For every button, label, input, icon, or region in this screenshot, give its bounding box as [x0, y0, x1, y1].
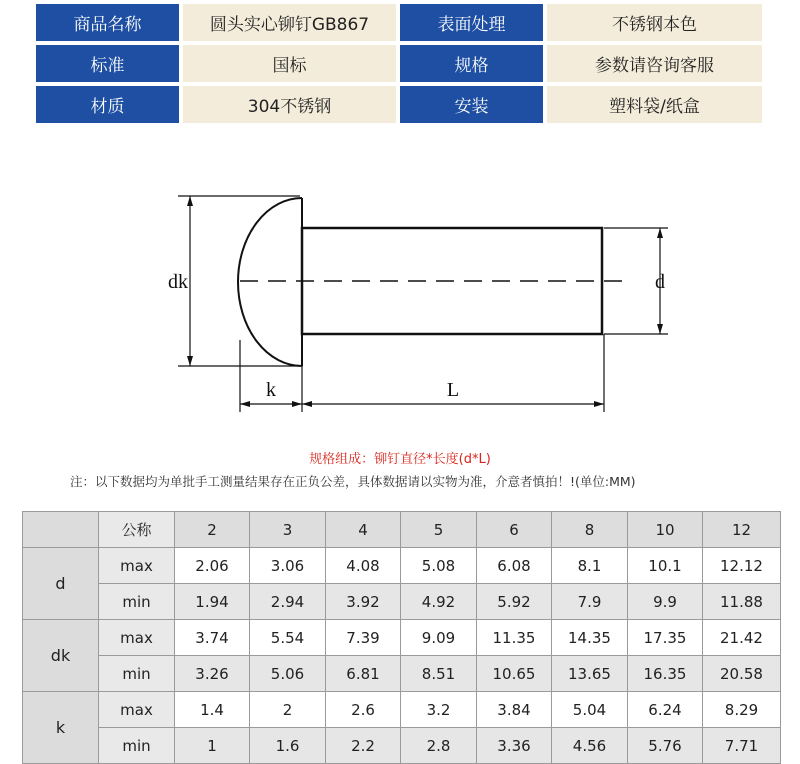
table-cell: 3.92: [326, 584, 401, 620]
size-header: 10: [628, 512, 703, 548]
table-row: [23, 728, 781, 764]
table-cell: 10.65: [477, 656, 552, 692]
size-header: 3: [250, 512, 326, 548]
attribute-value: 不锈钢本色: [547, 4, 762, 41]
table-cell: 4.92: [401, 584, 477, 620]
table-cell: 5.54: [250, 620, 326, 656]
attribute-label: 安装: [400, 86, 543, 123]
table-cell: 5.08: [401, 548, 477, 584]
table-cell: 7.71: [703, 728, 781, 764]
row-label: min: [99, 656, 175, 692]
attribute-label: 材质: [36, 86, 179, 123]
table-cell: 2.2: [326, 728, 401, 764]
table-cell: 5.04: [552, 692, 628, 728]
attribute-label: 商品名称: [36, 4, 179, 41]
size-header: 5: [401, 512, 477, 548]
table-cell: 8.29: [703, 692, 781, 728]
table-cell: 8.1: [552, 548, 628, 584]
size-header: 2: [175, 512, 250, 548]
table-cell: 3.06: [250, 548, 326, 584]
row-label: min: [99, 728, 175, 764]
table-cell: 9.9: [628, 584, 703, 620]
table-cell: 5.06: [250, 656, 326, 692]
header-label: 公称: [99, 512, 175, 548]
table-cell: 7.9: [552, 584, 628, 620]
table-cell: 2.06: [175, 548, 250, 584]
table-cell: 3.2: [401, 692, 477, 728]
table-cell: 6.08: [477, 548, 552, 584]
table-cell: 3.84: [477, 692, 552, 728]
table-cell: 5.76: [628, 728, 703, 764]
table-cell: 11.35: [477, 620, 552, 656]
attribute-value: 圆头实心铆钉GB867: [183, 4, 396, 41]
table-cell: 1.6: [250, 728, 326, 764]
k-dimension-label: k: [266, 379, 276, 401]
table-cell: 21.42: [703, 620, 781, 656]
attribute-value: 塑料袋/纸盒: [547, 86, 762, 123]
table-cell: 1.4: [175, 692, 250, 728]
attribute-row: [36, 86, 763, 123]
table-row: [23, 692, 781, 728]
table-cell: 2.94: [250, 584, 326, 620]
table-cell: 13.65: [552, 656, 628, 692]
row-label: max: [99, 692, 175, 728]
table-cell: 9.09: [401, 620, 477, 656]
table-cell: 3.36: [477, 728, 552, 764]
group-label-dk: dk: [23, 620, 99, 692]
rivet-technical-drawing: [0, 160, 800, 430]
size-header: 12: [703, 512, 781, 548]
table-cell: 14.35: [552, 620, 628, 656]
attribute-value: 304不锈钢: [183, 86, 396, 123]
attribute-label: 标准: [36, 45, 179, 82]
table-row: [23, 584, 781, 620]
table-cell: 1: [175, 728, 250, 764]
dimension-table: [22, 511, 781, 764]
table-cell: 1.94: [175, 584, 250, 620]
rivet-head-outline: [238, 198, 302, 366]
size-header: 4: [326, 512, 401, 548]
size-header: 8: [552, 512, 628, 548]
L-dimension-label: L: [446, 379, 460, 401]
table-cell: 4.56: [552, 728, 628, 764]
table-cell: 10.1: [628, 548, 703, 584]
table-cell: 20.58: [703, 656, 781, 692]
group-label-d: d: [23, 548, 99, 620]
table-cell: 8.51: [401, 656, 477, 692]
table-cell: 17.35: [628, 620, 703, 656]
table-cell: 2.6: [326, 692, 401, 728]
attribute-label: 规格: [400, 45, 543, 82]
attribute-value: 参数请咨询客服: [547, 45, 762, 82]
table-cell: 6.24: [628, 692, 703, 728]
table-cell: 16.35: [628, 656, 703, 692]
attribute-row: [36, 4, 763, 41]
d-dimension-label: d: [655, 271, 665, 293]
table-cell: 11.88: [703, 584, 781, 620]
corner-cell: [23, 512, 99, 548]
table-cell: 2.8: [401, 728, 477, 764]
table-cell: 3.74: [175, 620, 250, 656]
table-row: [23, 656, 781, 692]
table-cell: 7.39: [326, 620, 401, 656]
row-label: max: [99, 620, 175, 656]
attribute-table: [36, 4, 763, 127]
size-header: 6: [477, 512, 552, 548]
table-row: [23, 620, 781, 656]
table-cell: 5.92: [477, 584, 552, 620]
size-header-row: [23, 512, 781, 548]
spec-caption: 规格组成：铆钉直径*长度(d*L): [309, 452, 491, 467]
measurement-note: 注：以下数据均为单批手工测量结果存在正负公差，具体数据请以实物为准，介意者慎拍！!(单位:MM): [70, 474, 636, 489]
table-row: [23, 548, 781, 584]
row-label: max: [99, 548, 175, 584]
group-label-k: k: [23, 692, 99, 764]
table-cell: 3.26: [175, 656, 250, 692]
table-cell: 2: [250, 692, 326, 728]
table-cell: 4.08: [326, 548, 401, 584]
row-label: min: [99, 584, 175, 620]
attribute-label: 表面处理: [400, 4, 543, 41]
table-cell: 12.12: [703, 548, 781, 584]
attribute-value: 国标: [183, 45, 396, 82]
dk-dimension-label: dk: [168, 271, 188, 293]
attribute-row: [36, 45, 763, 82]
table-cell: 6.81: [326, 656, 401, 692]
